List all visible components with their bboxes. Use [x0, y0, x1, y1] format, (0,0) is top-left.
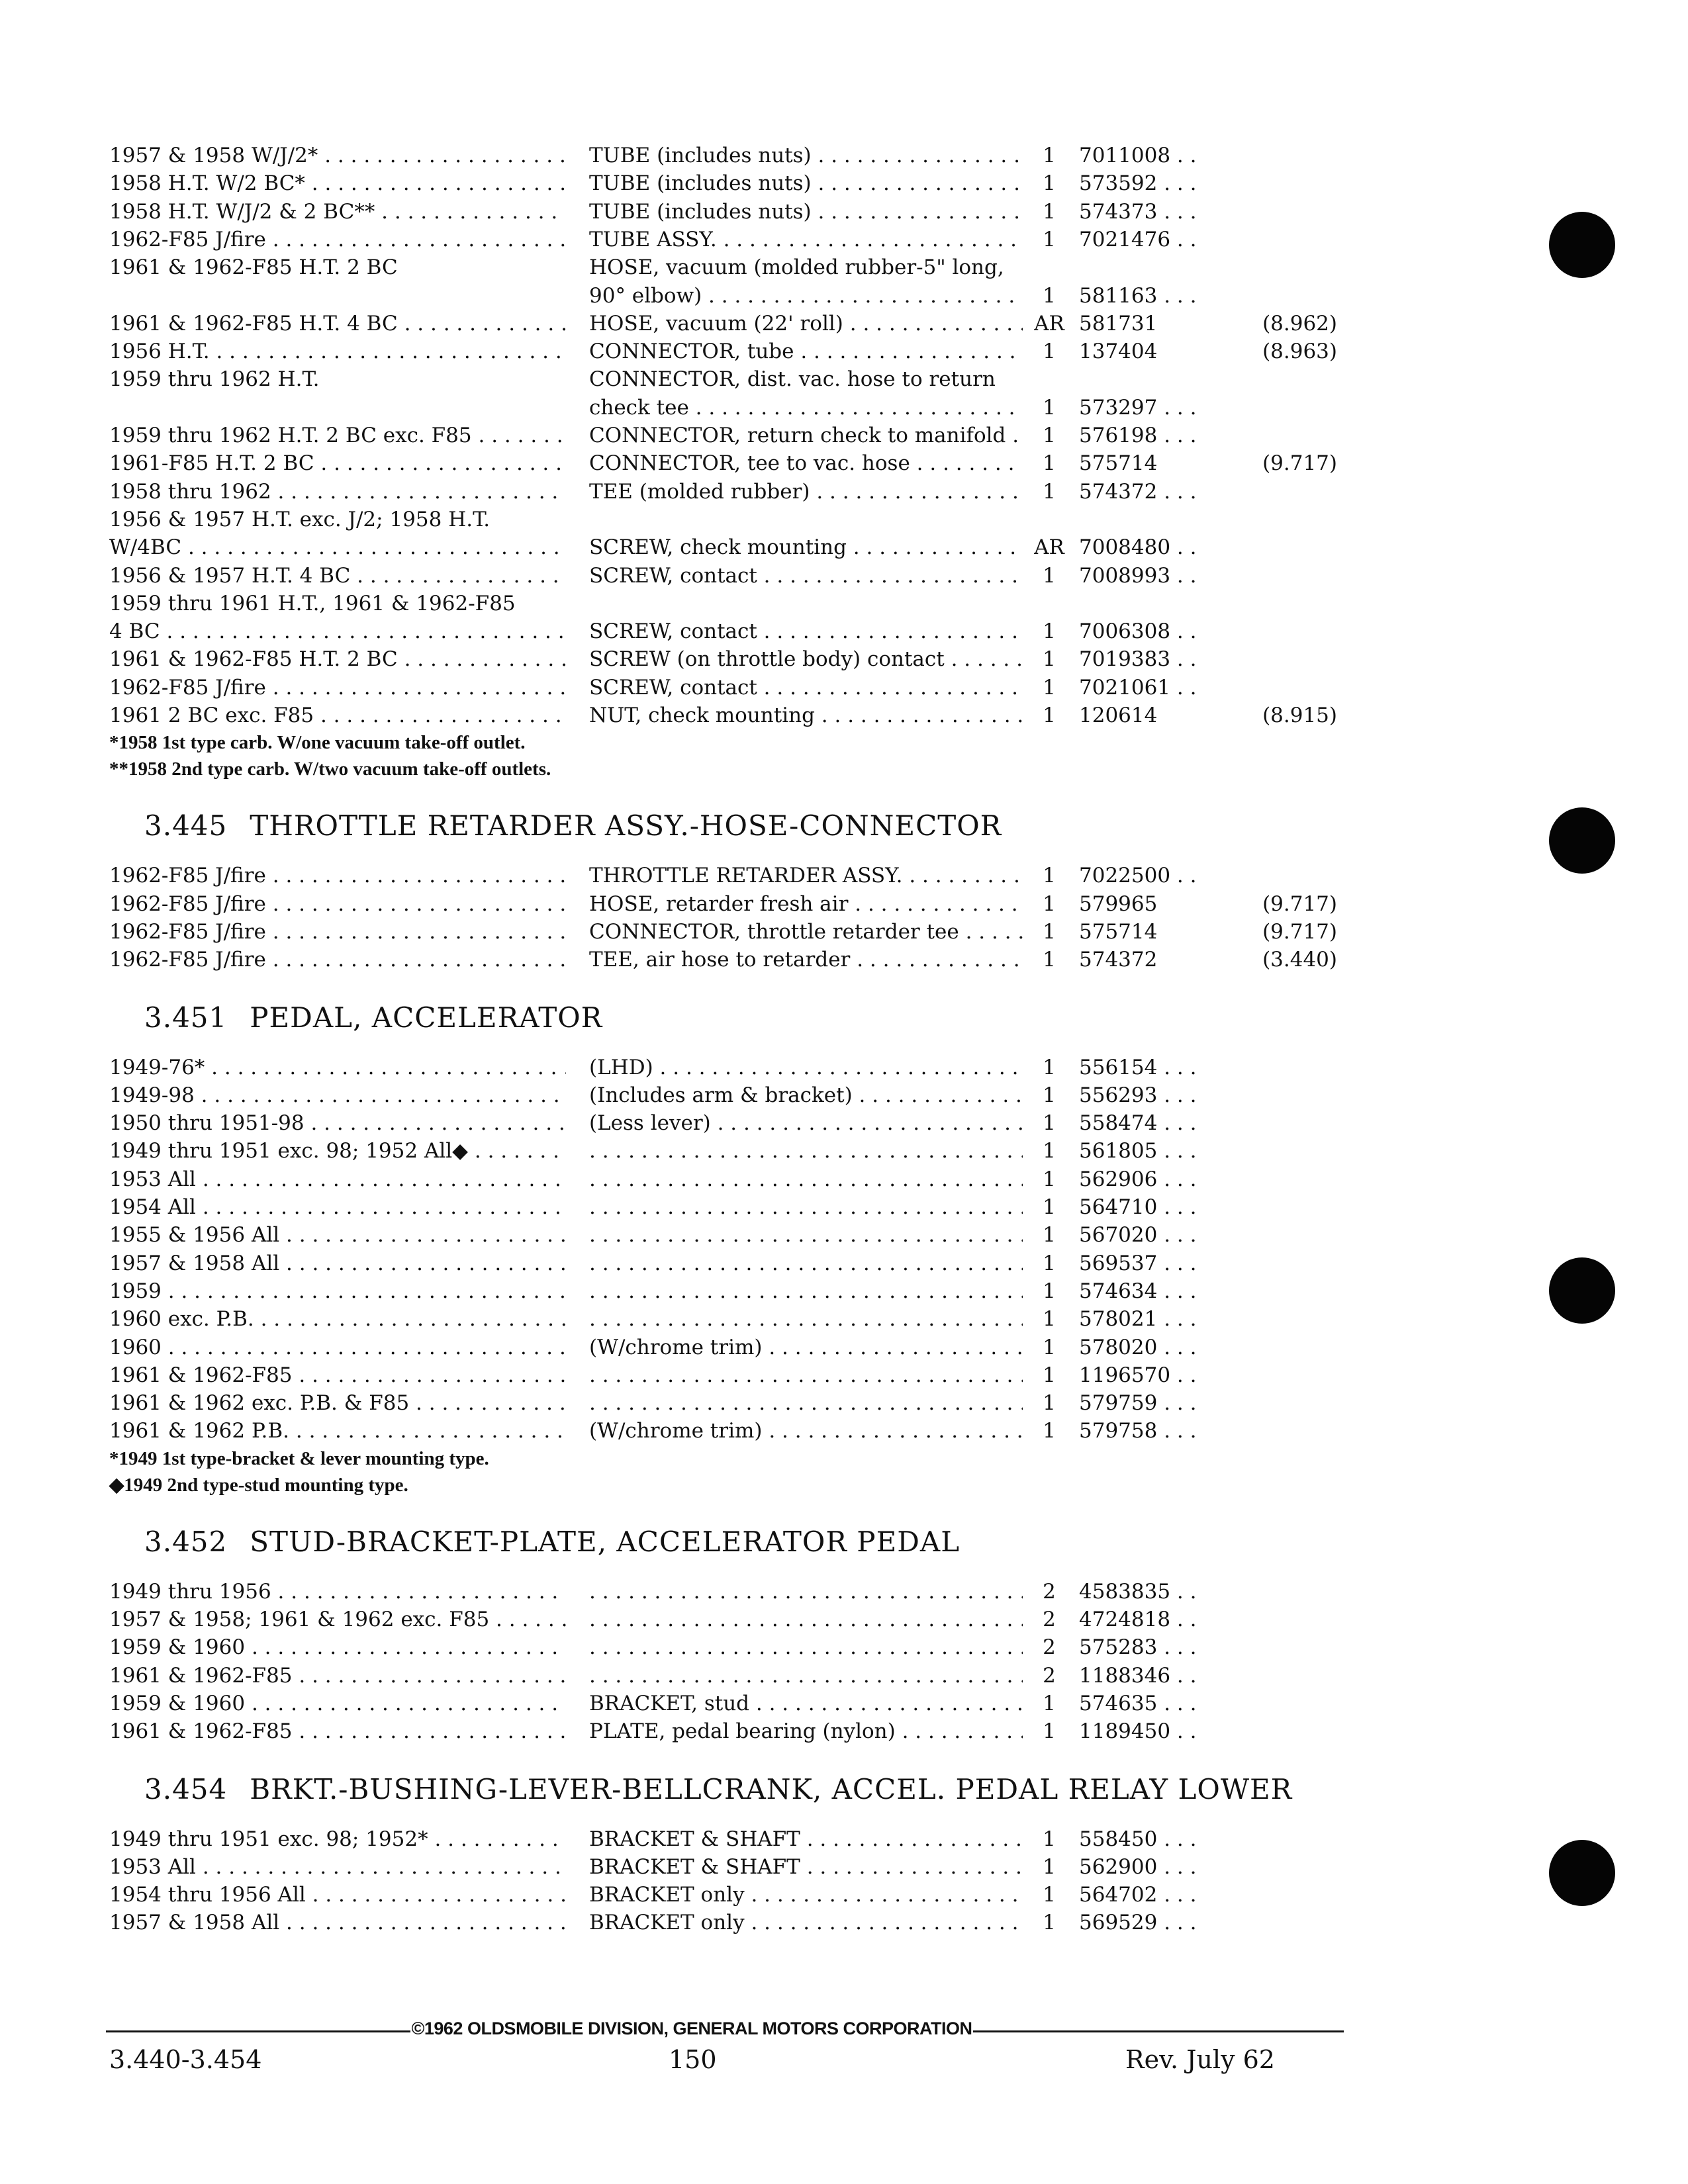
part-number-cell: 581731	[1079, 311, 1158, 336]
quantity-cell: 1	[1043, 891, 1056, 916]
part-row	[0, 1389, 1688, 1418]
part-number-cell: 137404	[1079, 340, 1158, 364]
part-number-cell: 564702 . . .	[1079, 1881, 1205, 1909]
application-cell: 1953 All . . .	[109, 1853, 566, 1881]
section-heading	[144, 1772, 1292, 1807]
quantity-cell: 1	[1043, 919, 1056, 944]
part-number-cell: 576198 . . .	[1079, 422, 1205, 449]
quantity-cell: 1	[1043, 171, 1056, 196]
application-cell: 1962-F85 J/fire . . .	[109, 674, 566, 702]
part-row	[0, 142, 1688, 171]
part-number-cell: 579759 . . .	[1079, 1389, 1205, 1417]
quantity-cell: 1	[1043, 1391, 1056, 1416]
quantity-cell: 1	[1043, 1279, 1056, 1303]
description-cell: CONNECTOR, tube . . .	[589, 338, 1023, 365]
description-cell	[589, 1633, 1023, 1661]
description-cell: HOSE, retarder fresh air . . .	[589, 890, 1023, 918]
section-heading	[144, 1525, 960, 1559]
part-row	[0, 862, 1688, 891]
quantity-cell: 1	[1043, 1719, 1056, 1744]
description-cell: TEE (molded rubber) . . .	[589, 478, 1023, 506]
part-row	[0, 1881, 1688, 1910]
description-cell: HOSE, vacuum (22' roll) . . .	[589, 310, 1023, 338]
description-cell: (LHD) . . .	[589, 1054, 1023, 1081]
part-number-cell: 4724818 . . .	[1079, 1606, 1205, 1633]
quantity-cell: 1	[1043, 1883, 1056, 1907]
part-row	[0, 918, 1688, 947]
description-cell	[589, 1165, 1023, 1193]
part-number-cell: 558474 . . .	[1079, 1109, 1205, 1137]
quantity-cell: 2	[1043, 1635, 1056, 1660]
description-cell: TUBE (includes nuts) . . .	[589, 142, 1023, 169]
part-row	[0, 1633, 1688, 1662]
part-row	[0, 226, 1688, 255]
description-cell: TUBE (includes nuts) . . .	[589, 169, 1023, 197]
quantity-cell: 1	[1043, 704, 1056, 727]
part-row	[0, 1578, 1688, 1607]
application-cell: 1959 & 1960 . . .	[109, 1690, 566, 1717]
binder-hole	[1549, 212, 1615, 278]
binder-hole	[1549, 1840, 1615, 1906]
description-cell	[589, 1277, 1023, 1305]
application-cell: 1959 thru 1962 H.T. 2 BC exc. F85 . . .	[109, 422, 566, 449]
quantity-cell: 1	[1043, 675, 1056, 700]
part-row	[0, 1137, 1688, 1166]
application-cell: 1961 & 1962 exc. P.B. & F85 . . .	[109, 1389, 566, 1417]
application-cell: 1957 & 1958 All . . .	[109, 1250, 566, 1277]
section-heading	[144, 809, 1002, 843]
part-number-cell: 556154 . . .	[1079, 1054, 1205, 1081]
quantity-cell: 1	[1043, 199, 1056, 224]
part-number-cell: 569529 . . .	[1079, 1909, 1205, 1936]
part-number-cell: 575714	[1079, 451, 1158, 476]
quantity-cell: 1	[1043, 1111, 1056, 1136]
part-number-cell: 7022500 . . .	[1079, 862, 1205, 889]
description-cell: SCREW (on throttle body) contact . . .	[589, 645, 1023, 673]
part-row	[0, 1305, 1688, 1334]
part-number-cell: 561805 . . .	[1079, 1137, 1205, 1165]
description-cell: SCREW, check mounting . . .	[589, 533, 1023, 561]
part-row	[0, 1417, 1688, 1446]
quantity-cell: 1	[1043, 1251, 1056, 1275]
part-row	[0, 1081, 1688, 1111]
description-cell	[589, 1361, 1023, 1389]
part-number-cell: 1189450 . . .	[1079, 1717, 1205, 1745]
part-row	[0, 1334, 1688, 1363]
application-cell: W/4BC . . .	[109, 533, 566, 561]
description-cell: HOSE, vacuum (molded rubber-5" long,	[589, 255, 1004, 280]
quantity-cell: 1	[1043, 340, 1056, 364]
part-number-cell: 575283 . . .	[1079, 1633, 1205, 1661]
quantity-cell: 1	[1043, 1363, 1056, 1387]
part-row	[0, 253, 1688, 283]
part-number-cell: 574372 . . .	[1079, 478, 1205, 506]
part-row	[0, 1853, 1688, 1882]
quantity-cell: 1	[1043, 451, 1056, 476]
binder-hole	[1549, 807, 1615, 874]
application-cell: 1949 thru 1951 exc. 98; 1952 All◆ . . .	[109, 1137, 566, 1165]
application-cell: 1961 & 1962-F85 H.T. 2 BC . . .	[109, 645, 566, 673]
quantity-cell: AR	[1034, 311, 1064, 336]
quantity-cell: 1	[1043, 1911, 1056, 1935]
description-cell	[589, 1606, 1023, 1633]
section-heading	[144, 1001, 602, 1035]
application-cell: 1962-F85 J/fire . . .	[109, 946, 566, 974]
page-number: 150	[669, 2045, 717, 2074]
footnote: *1958 1st type carb. W/one vacuum take-off outlet.	[109, 732, 526, 754]
reference-cell: (9.717)	[1262, 891, 1337, 916]
quantity-cell: AR	[1034, 535, 1064, 560]
quantity-cell: 1	[1043, 1223, 1056, 1248]
part-row	[0, 1109, 1688, 1138]
quantity-cell: 2	[1043, 1663, 1056, 1688]
part-number-cell: 7011008 . . .	[1079, 142, 1205, 169]
application-cell: 1956 H.T. . . .	[109, 338, 566, 365]
copyright-notice: ©1962 OLDSMOBILE DIVISION, GENERAL MOTORS CORPORATION	[411, 2019, 972, 2038]
part-number-cell: 7021476 . . .	[1079, 226, 1205, 253]
quantity-cell: 1	[1043, 227, 1056, 251]
description-cell: SCREW, contact . . .	[589, 562, 1023, 590]
description-cell: CONNECTOR, throttle retarder tee . . .	[589, 918, 1023, 946]
description-cell: (Less lever) . . .	[589, 1109, 1023, 1137]
part-row	[0, 1221, 1688, 1250]
application-cell: 1961 & 1962-F85 . . .	[109, 1717, 566, 1745]
part-number-cell: 562906 . . .	[1079, 1165, 1205, 1193]
quantity-cell: 1	[1043, 647, 1056, 672]
application-cell: 1956 & 1957 H.T. 4 BC . . .	[109, 562, 566, 590]
part-number-cell: 556293 . . .	[1079, 1081, 1205, 1109]
application-cell: 1959 thru 1961 H.T., 1961 & 1962-F85	[109, 591, 516, 615]
description-cell: 90° elbow) . . .	[589, 282, 1023, 310]
part-number-cell: 7006308 . . .	[1079, 617, 1205, 645]
description-cell: BRACKET & SHAFT . . .	[589, 1853, 1023, 1881]
footer-rule-right	[973, 2030, 1344, 2032]
part-number-cell: 574634 . . .	[1079, 1277, 1205, 1305]
quantity-cell: 1	[1043, 1055, 1056, 1079]
application-cell: 1958 thru 1962 . . .	[109, 478, 566, 506]
application-cell: 1959 & 1960 . . .	[109, 1633, 566, 1661]
application-cell: 1962-F85 J/fire . . .	[109, 918, 566, 946]
application-cell: 1961 2 BC exc. F85 . . .	[109, 702, 566, 729]
part-row	[0, 1662, 1688, 1691]
reference-cell: (3.440)	[1262, 948, 1337, 972]
quantity-cell: 1	[1043, 563, 1056, 588]
part-row	[0, 1054, 1688, 1083]
description-cell: TEE, air hose to retarder . . .	[589, 946, 1023, 974]
description-cell: BRACKET only . . .	[589, 1881, 1023, 1909]
part-row	[0, 310, 1688, 339]
reference-cell: (9.717)	[1262, 919, 1337, 944]
part-number-cell: 120614	[1079, 704, 1158, 727]
application-cell: 1957 & 1958; 1961 & 1962 exc. F85 . . .	[109, 1606, 566, 1633]
application-cell: 1953 All . . .	[109, 1165, 566, 1193]
part-number-cell: 573592 . . .	[1079, 169, 1205, 197]
description-cell: BRACKET, stud . . .	[589, 1690, 1023, 1717]
application-cell: 1961 & 1962-F85 H.T. 2 BC	[109, 255, 398, 280]
quantity-cell: 2	[1043, 1579, 1056, 1604]
reference-cell: (8.915)	[1262, 704, 1337, 727]
description-cell	[589, 1578, 1023, 1606]
footnote: *1949 1st type-bracket & lever mounting type.	[109, 1447, 489, 1469]
application-cell: 1949 thru 1956 . . .	[109, 1578, 566, 1606]
application-cell: 1955 & 1956 All . . .	[109, 1221, 566, 1249]
part-number-cell: 575714	[1079, 919, 1158, 944]
part-row	[0, 1825, 1688, 1854]
part-row	[0, 890, 1688, 919]
description-cell: CONNECTOR, dist. vac. hose to return	[589, 367, 996, 392]
part-number-cell: 578021 . . .	[1079, 1305, 1205, 1333]
revision-date: Rev. July 62	[1125, 2045, 1275, 2074]
description-cell: (W/chrome trim) . . .	[589, 1334, 1023, 1361]
application-cell: 1961 & 1962 P.B. . . .	[109, 1417, 566, 1445]
application-cell: 1949-76* . . .	[109, 1054, 566, 1081]
part-number-cell: 1196570 . . .	[1079, 1361, 1205, 1389]
part-number-cell: 579965	[1079, 891, 1158, 916]
part-row	[0, 562, 1688, 591]
quantity-cell: 1	[1043, 395, 1056, 420]
part-row	[0, 1690, 1688, 1719]
part-number-cell: 574635 . . .	[1079, 1690, 1205, 1717]
quantity-cell: 1	[1043, 1691, 1056, 1715]
description-cell: SCREW, contact . . .	[589, 674, 1023, 702]
description-cell	[589, 1193, 1023, 1221]
application-cell: 1962-F85 J/fire . . .	[109, 890, 566, 918]
section-number: 3.451	[144, 1001, 228, 1034]
part-number-cell: 574373 . . .	[1079, 198, 1205, 226]
part-row	[0, 1909, 1688, 1938]
part-number-cell: 573297 . . .	[1079, 394, 1205, 422]
application-cell: 1956 & 1957 H.T. exc. J/2; 1958 H.T.	[109, 507, 491, 531]
part-row	[0, 365, 1688, 394]
part-row	[0, 449, 1688, 478]
description-cell	[589, 1221, 1023, 1249]
footnote: **1958 2nd type carb. W/two vacuum take-off outlets.	[109, 758, 551, 780]
part-number-cell: 567020 . . .	[1079, 1221, 1205, 1249]
part-number-cell: 569537 . . .	[1079, 1250, 1205, 1277]
quantity-cell: 1	[1043, 864, 1056, 888]
part-row	[0, 478, 1688, 507]
quantity-cell: 1	[1043, 1139, 1056, 1163]
quantity-cell: 1	[1043, 424, 1056, 447]
description-cell	[589, 1250, 1023, 1277]
description-cell	[589, 1305, 1023, 1333]
part-number-cell: 578020 . . .	[1079, 1334, 1205, 1361]
part-number-cell: 581163 . . .	[1079, 282, 1205, 310]
application-cell: 1959 thru 1962 H.T.	[109, 367, 320, 392]
quantity-cell: 1	[1043, 1419, 1056, 1443]
application-cell: 1961-F85 H.T. 2 BC . . .	[109, 449, 566, 477]
quantity-cell: 2	[1043, 1608, 1056, 1631]
description-cell: SCREW, contact . . .	[589, 617, 1023, 645]
part-number-cell: 579758 . . .	[1079, 1417, 1205, 1445]
quantity-cell: 1	[1043, 1195, 1056, 1219]
section-title: PEDAL, ACCELERATOR	[250, 1001, 603, 1034]
part-number-cell: 574372	[1079, 948, 1158, 972]
description-cell	[589, 1389, 1023, 1417]
part-row	[0, 338, 1688, 367]
quantity-cell: 1	[1043, 1854, 1056, 1879]
section-number: 3.454	[144, 1772, 228, 1805]
part-number-cell: 7008480 . . .	[1079, 533, 1205, 561]
part-row	[0, 590, 1688, 619]
quantity-cell: 1	[1043, 1307, 1056, 1332]
part-number-cell: 7008993 . . .	[1079, 562, 1205, 590]
application-cell: 1950 thru 1951-98 . . .	[109, 1109, 566, 1137]
part-row	[0, 198, 1688, 227]
part-number-cell: 4583835 . . .	[1079, 1578, 1205, 1606]
footer-rule-left	[106, 2030, 410, 2032]
application-cell: 1949-98 . . .	[109, 1081, 566, 1109]
quantity-cell: 1	[1043, 619, 1056, 644]
part-row	[0, 1717, 1688, 1747]
section-range: 3.440-3.454	[109, 2045, 262, 2074]
description-cell: PLATE, pedal bearing (nylon) . . .	[589, 1717, 1023, 1745]
application-cell: 1958 H.T. W/J/2 & 2 BC** . . .	[109, 198, 566, 226]
application-cell: 1960 . . .	[109, 1334, 566, 1361]
quantity-cell: 1	[1043, 1335, 1056, 1359]
description-cell: TUBE (includes nuts) . . .	[589, 198, 1023, 226]
quantity-cell: 1	[1043, 1083, 1056, 1107]
part-row	[0, 394, 1688, 423]
quantity-cell: 1	[1043, 479, 1056, 504]
quantity-cell: 1	[1043, 144, 1056, 167]
description-cell: (Includes arm & bracket) . . .	[589, 1081, 1023, 1109]
section-number: 3.452	[144, 1525, 228, 1558]
quantity-cell: 1	[1043, 283, 1056, 308]
section-title: STUD-BRACKET-PLATE, ACCELERATOR PEDAL	[250, 1525, 961, 1558]
application-cell: 1957 & 1958 W/J/2* . . .	[109, 142, 566, 169]
description-cell: check tee . . .	[589, 394, 1023, 422]
part-row	[0, 169, 1688, 199]
application-cell: 1954 All . . .	[109, 1193, 566, 1221]
part-row	[0, 674, 1688, 703]
footnote: ◆1949 2nd type-stud mounting type.	[109, 1474, 408, 1496]
part-number-cell: 562900 . . .	[1079, 1853, 1205, 1881]
part-row	[0, 533, 1688, 563]
application-cell: 1959 . . .	[109, 1277, 566, 1305]
application-cell: 1960 exc. P.B. . . .	[109, 1305, 566, 1333]
description-cell: TUBE ASSY. . . .	[589, 226, 1023, 253]
description-cell: BRACKET & SHAFT . . .	[589, 1825, 1023, 1853]
application-cell: 1962-F85 J/fire . . .	[109, 862, 566, 889]
part-row	[0, 1606, 1688, 1635]
part-number-cell: 558450 . . .	[1079, 1825, 1205, 1853]
description-cell: (W/chrome trim) . . .	[589, 1417, 1023, 1445]
part-row	[0, 506, 1688, 535]
reference-cell: (8.963)	[1262, 340, 1337, 364]
reference-cell: (8.962)	[1262, 311, 1337, 336]
part-row	[0, 1361, 1688, 1390]
application-cell: 1957 & 1958 All . . .	[109, 1909, 566, 1936]
part-row	[0, 702, 1688, 731]
part-number-cell: 7019383 . . .	[1079, 645, 1205, 673]
quantity-cell: 1	[1043, 1827, 1056, 1851]
part-row	[0, 422, 1688, 451]
part-row	[0, 617, 1688, 647]
description-cell: BRACKET only . . .	[589, 1909, 1023, 1936]
part-number-cell: 1188346 . . .	[1079, 1662, 1205, 1690]
part-row	[0, 282, 1688, 311]
section-title: BRKT.-BUSHING-LEVER-BELLCRANK, ACCEL. PEDAL RELAY LOWER	[250, 1772, 1293, 1805]
application-cell: 1961 & 1962-F85 . . .	[109, 1662, 566, 1690]
part-row	[0, 1165, 1688, 1195]
binder-hole	[1549, 1257, 1615, 1324]
description-cell	[589, 1662, 1023, 1690]
part-row	[0, 1193, 1688, 1222]
part-row	[0, 1250, 1688, 1279]
section-number: 3.445	[144, 809, 228, 842]
application-cell: 1962-F85 J/fire . . .	[109, 226, 566, 253]
application-cell: 1954 thru 1956 All . . .	[109, 1881, 566, 1909]
application-cell: 1958 H.T. W/2 BC* . . .	[109, 169, 566, 197]
part-number-cell: 7021061 . . .	[1079, 674, 1205, 702]
description-cell: CONNECTOR, return check to manifold . . .	[589, 422, 1023, 449]
application-cell: 1961 & 1962-F85 H.T. 4 BC . . .	[109, 310, 566, 338]
description-cell: NUT, check mounting . . .	[589, 702, 1023, 729]
application-cell: 4 BC . . .	[109, 617, 566, 645]
part-row	[0, 946, 1688, 975]
quantity-cell: 1	[1043, 1167, 1056, 1191]
part-row	[0, 1277, 1688, 1306]
part-number-cell: 564710 . . .	[1079, 1193, 1205, 1221]
description-cell: THROTTLE RETARDER ASSY. . . .	[589, 862, 1023, 889]
application-cell: 1949 thru 1951 exc. 98; 1952* . . .	[109, 1825, 566, 1853]
application-cell: 1961 & 1962-F85 . . .	[109, 1361, 566, 1389]
reference-cell: (9.717)	[1262, 451, 1337, 476]
part-row	[0, 645, 1688, 674]
description-cell	[589, 1137, 1023, 1165]
description-cell: CONNECTOR, tee to vac. hose . . .	[589, 449, 1023, 477]
quantity-cell: 1	[1043, 948, 1056, 972]
section-title: THROTTLE RETARDER ASSY.-HOSE-CONNECTOR	[250, 809, 1002, 842]
